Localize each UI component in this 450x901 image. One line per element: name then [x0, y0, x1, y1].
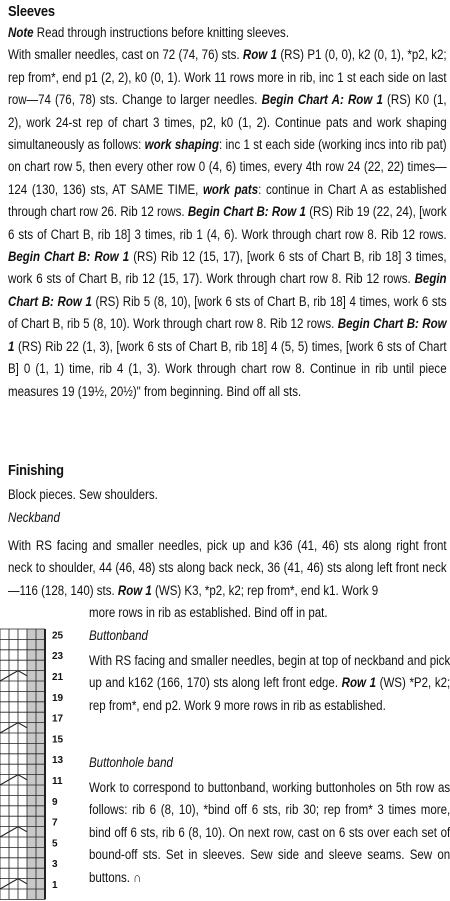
chart-row-number: 15 [52, 734, 64, 746]
sleeves-text-3: (RS) K0 (1, 2), work 24-st rep of chart 3 times, p2, k0 (1, 2). Continue pats and work shaping simultaneously as follows: [8, 92, 447, 153]
chart-cable-symbol [0, 671, 27, 681]
chart-row-number: 21 [52, 672, 64, 683]
chart-row-number: 11 [52, 776, 63, 787]
sleeves-paragraph [8, 22, 447, 403]
sleeves-heading: Sleeves [8, 3, 55, 20]
chart-row-number: 23 [52, 651, 64, 663]
neckband-paragraph [8, 535, 447, 602]
sleeves-text-4: : inc 1 st each side (working incs into rib pat) on chart row 5, then every other row 0 (4, 6) times, every 4th row 24 (22, 22) times—124 (130, 136) sts, AT SAME TIME, [8, 137, 447, 197]
chart-row-number: 5 [52, 838, 58, 850]
chart-row-number: 25 [52, 630, 64, 642]
sleeves-text-1: With smaller needles, cast on 72 (74, 76) sts. [8, 47, 243, 63]
neckband-text-2: (WS) K3, *p2, k2; rep from*, end k1. Work 9 [151, 582, 379, 598]
chart-cable-symbol [0, 879, 27, 889]
sleeves-text-2: (RS) P1 (0, 0), k2 (0, 1), *p2, k2; rep from*, end p1 (2, 2), k0 (0, 1). Work 11 rows more in rib, inc 1 st each side on last row—74 (76, 78) sts. Change to larger needles. [8, 47, 447, 108]
finishing-heading: Finishing [8, 462, 64, 479]
chart-b-label-2: Begin Chart B: Row 1 [8, 249, 130, 265]
sleeves-text-7: (RS) Rib 12 (15, 17), [work 6 sts of Chart B, rib 18] 3 times, work 6 sts of Chart B, rib 12 (15, 17). Work through chart row 8. Rib 12 rows. [8, 249, 447, 287]
buttonhole-paragraph [89, 777, 450, 889]
buttonhole-text: Work to correspond to buttonband, working buttonholes on 5th row as follows: rib 6 (8, 10), *bind off 6 sts, rib 30; rep from* 3 times more, bind off 6 sts, rib 6 (8, 10). On next row, cast on 6 sts over each set of bound-off sts. Set in sleeves. Sew side and sleeve seams. Sew on buttons. [89, 780, 450, 885]
chart-row-number: 3 [52, 859, 58, 871]
buttonband-text-2: (WS) *P2, k2; rep from*, end p2. Work 9 more rows in rib as established. [89, 675, 450, 713]
chart-graphic [0, 627, 80, 901]
knitting-chart [0, 627, 80, 901]
note-text: Read through instructions before knitting sleeves. [33, 25, 290, 40]
sleeves-text-8: (RS) Rib 5 (8, 10), [work 6 sts of Chart B, rib 18] 4 times, work 6 sts of Chart B, rib 5 (8, 10). Work through chart row 8. Rib 12 rows. [8, 293, 447, 332]
buttonhole-heading: Buttonhole band [89, 755, 173, 770]
chart-row-number: 7 [52, 817, 58, 829]
chart-row-number: 9 [52, 796, 58, 808]
sleeves-text-9: (RS) Rib 22 (1, 3), [work 6 sts of Chart B, rib 18] 4 (5, 5) times, [work 6 sts of Chart B] 0 (1, 1) time, rib 4 (1, 3). Work through chart row 8. Continue in rib until piece measures 19 (19½, 20½)" from beginning. Bind off all sts. [8, 338, 447, 399]
chart-b-label-3: Begin Chart B: Row 1 [8, 271, 447, 309]
chart-row-number: 1 [52, 880, 58, 891]
chart-cable-symbol [0, 827, 27, 837]
neckband-heading: Neckband [8, 510, 60, 525]
buttonband-heading: Buttonband [89, 628, 148, 643]
finishing-text: Block pieces. Sew shoulders. [8, 487, 158, 502]
sleeves-row1-label: Row 1 [242, 47, 277, 63]
chart-b-label-1: Begin Chart B: Row 1 [187, 204, 306, 220]
sleeves-text-5: : continue in Chart A as established through chart row 26. Rib 12 rows. [8, 181, 447, 220]
chart-cable-symbol [0, 723, 27, 733]
chart-b-label-4: Begin Chart B: Row 1 [8, 316, 447, 354]
work-pats-label: work pats [202, 181, 259, 197]
buttonband-paragraph [89, 650, 450, 717]
buttonband-row1-label: Row 1 [341, 675, 376, 691]
neckband-text-3: more rows in rib as established. Bind off in pat. [89, 605, 328, 620]
buttonband-text-1: With RS facing and smaller needles, begin at top of neckband and pick up and k162 (166, 170) sts along left front edge. [89, 653, 450, 691]
chart-a-label: Begin Chart A: Row 1 [261, 92, 383, 108]
neckband-text-1: With RS facing and smaller needles, pick up and k36 (41, 46) sts along right front neck to shoulder, 44 (46, 48) sts along back neck, 36 (41, 46) sts along left front neck—116 (128, 140) sts. [8, 538, 447, 598]
chart-row-number: 19 [52, 692, 64, 704]
neckband-row1-label: Row 1 [117, 582, 152, 598]
work-shaping-label: work shaping [144, 137, 219, 153]
note-label: Note [8, 25, 34, 40]
sleeves-text-6: (RS) Rib 19 (22, 24), [work 6 sts of Chart B, rib 18] 3 times, rib 1 (4, 6). Work through chart row 8. Rib 12 rows. [8, 204, 447, 242]
end-mark-icon: ∩ [133, 869, 142, 885]
chart-row-number: 13 [52, 755, 64, 767]
chart-row-number: 17 [52, 713, 64, 725]
chart-cable-symbol [0, 775, 27, 785]
